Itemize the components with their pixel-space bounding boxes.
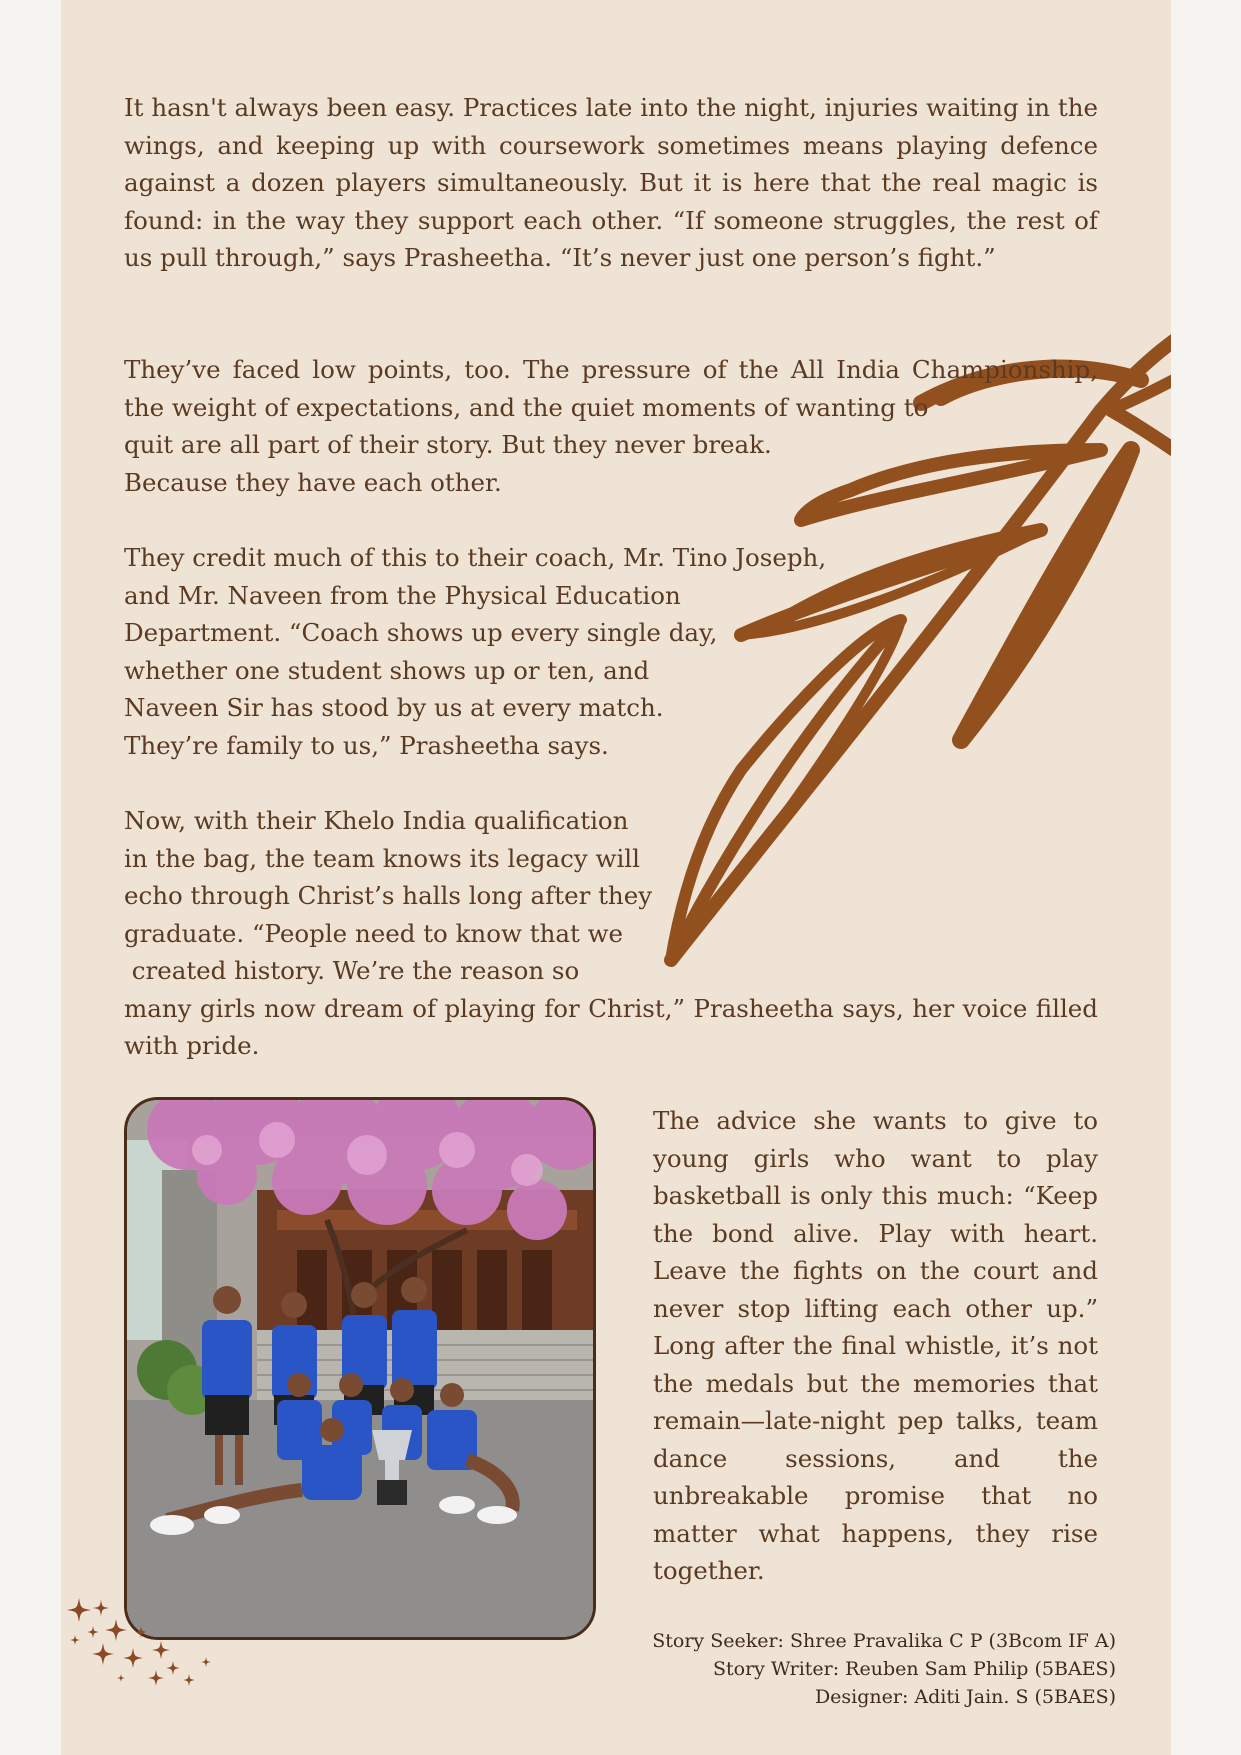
paragraph-legacy — [124, 802, 1098, 1065]
credit-designer: Designer: Aditi Jain. S (5BAES) — [814, 1686, 1116, 1708]
paragraph-coach — [124, 539, 1098, 764]
sparkles-icon — [61, 1590, 231, 1700]
credit-story-seeker: Story Seeker: Shree Pravalika C P (3Bcom IF A) — [652, 1630, 1116, 1652]
text-line: echo through Christ’s halls long after they — [124, 881, 653, 910]
text-line: They’ve faced low points, too. The pressure of the All India Championship, — [124, 355, 1098, 384]
text-line: in the bag, the team knows its legacy will — [124, 843, 640, 873]
credits-block — [652, 1627, 1116, 1711]
credit-story-writer: Story Writer: Reuben Sam Philip (5BAES) — [713, 1658, 1116, 1680]
text-line: They’re family to us,” Prasheetha says. — [124, 730, 609, 760]
text-line: They credit much of this to their coach, Mr. Tino Joseph, — [124, 543, 827, 572]
team-photo — [124, 1097, 596, 1640]
text-line: the weight of expectations, and the quiet moments of wanting to — [124, 392, 929, 422]
text-line: whether one student shows up or ten, and — [124, 655, 650, 685]
paragraph-challenges: It hasn't always been easy. Practices late into the night, injuries waiting in the wings, and keeping up with coursework sometimes means playing defence against a dozen players simultaneously. But it is here that the real magic is found: in the way they support each other. “If someone struggles, the rest of us pull through,” says Prasheetha. “It’s never just one person’s fight.” — [124, 93, 1098, 272]
text-line: many girls now dream of playing for Christ,” Prasheetha says, her voice filled — [124, 993, 1098, 1023]
text-line: and Mr. Naveen from the Physical Education — [124, 580, 681, 610]
magazine-page — [61, 0, 1171, 1755]
paragraph-advice: The advice she wants to give to young girls who want to play basketball is only this much: “Keep the bond alive. Play with heart. Leave the fights on the court and never stop lifting each other up.” Long after the final whistle, it’s not the medals but the memories that remain—late-night pep talks, team dance sessions, and the unbreakable promise that no matter what happens, they rise together. — [653, 1106, 1098, 1585]
text-line: created history. We’re the reason so — [124, 956, 580, 985]
text-line: Because they have each other. — [124, 467, 502, 497]
paragraph-low-points — [124, 351, 1098, 501]
text-line: with pride. — [124, 1031, 260, 1060]
team-photo-illustration — [127, 1100, 593, 1637]
text-line: Department. “Coach shows up every single day, — [124, 618, 718, 647]
text-line: quit are all part of their story. But they never break. — [124, 430, 772, 459]
text-line: Naveen Sir has stood by us at every match. — [124, 693, 664, 722]
text-line: Now, with their Khelo India qualification — [124, 806, 629, 835]
text-line: graduate. “People need to know that we — [124, 918, 624, 948]
